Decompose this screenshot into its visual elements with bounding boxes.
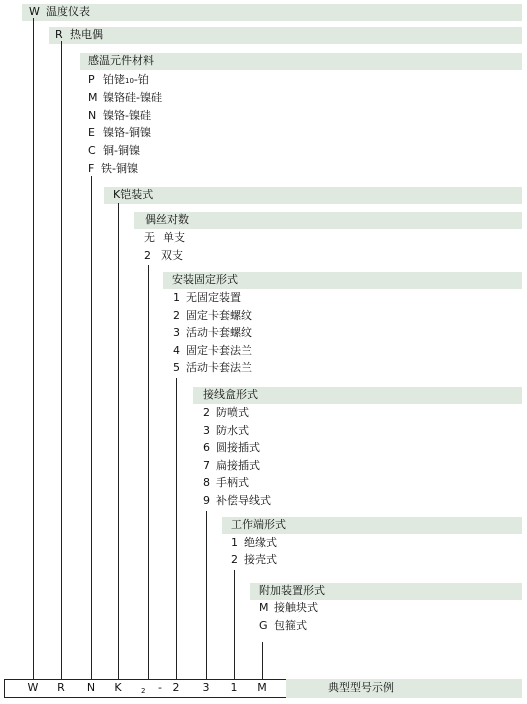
level-band-instrument <box>22 4 522 21</box>
mount-label-3: 活动卡套螺纹 <box>186 326 252 339</box>
example-code-working-end: 1 <box>230 681 238 694</box>
level-title-wire-pairs: 偶丝对数 <box>145 213 189 226</box>
mount-label-4: 固定卡套法兰 <box>186 344 252 357</box>
mount-label-2: 固定卡套螺纹 <box>186 309 252 322</box>
example-code-dash: - <box>158 681 162 694</box>
box-code-9: 9 <box>203 494 210 507</box>
accessory-label-m: 接触块式 <box>274 601 318 614</box>
box-label-8: 手柄式 <box>216 476 249 489</box>
box-code-8: 8 <box>203 476 210 489</box>
connector-wire-pairs <box>148 265 149 679</box>
wire-code-double: 2 <box>144 249 151 262</box>
level-title-thermocouple: 热电偶 <box>70 28 103 41</box>
level-code-w: W <box>29 5 40 18</box>
material-label-p-sub: 10 <box>125 77 134 85</box>
mount-code-1: 1 <box>173 291 180 304</box>
material-code-c: C <box>88 144 96 157</box>
example-code-w: W <box>27 681 39 694</box>
level-band-armored <box>104 187 522 204</box>
example-code-mounting: 2 <box>172 681 180 694</box>
example-row-left-border <box>4 679 5 698</box>
box-label-9: 补偿导线式 <box>216 494 271 507</box>
box-label-3: 防水式 <box>216 424 249 437</box>
box-code-6: 6 <box>203 441 210 454</box>
example-code-junction-box: 3 <box>202 681 210 694</box>
level-band-wire-pairs <box>134 212 522 229</box>
wire-label-double: 双支 <box>161 249 183 262</box>
accessory-code-m: M <box>259 601 269 614</box>
material-label-f: 铁-铜镍 <box>101 162 138 175</box>
end-code-2: 2 <box>231 553 238 566</box>
box-code-2: 2 <box>203 406 210 419</box>
material-code-e: E <box>88 126 95 139</box>
level-title-material: 感温元件材料 <box>88 54 154 67</box>
material-label-m: 镍铬硅-镍硅 <box>103 91 162 104</box>
material-code-f: F <box>88 162 95 175</box>
example-code-k: K <box>114 681 122 694</box>
connector-r <box>61 41 62 679</box>
level-code-r: R <box>55 28 63 41</box>
end-label-2: 接壳式 <box>244 553 277 566</box>
example-code-n: N <box>86 681 96 694</box>
material-label-p <box>103 73 149 88</box>
wire-label-single: 单支 <box>163 231 185 244</box>
example-label: 典型型号示例 <box>328 681 394 694</box>
box-label-2: 防喷式 <box>216 406 249 419</box>
example-label-band <box>286 679 522 698</box>
material-label-e: 镍铬-铜镍 <box>103 126 151 139</box>
accessory-code-g: G <box>259 619 268 632</box>
box-label-6: 圆接插式 <box>216 441 260 454</box>
connector-armored <box>118 203 119 679</box>
mount-label-5: 活动卡套法兰 <box>186 361 252 374</box>
mount-code-5: 5 <box>173 361 180 374</box>
example-code-r: R <box>57 681 65 694</box>
connector-junction-box <box>206 511 207 679</box>
connector-working-end <box>234 570 235 679</box>
level-title-instrument: 温度仪表 <box>46 5 90 18</box>
material-label-n: 镍铬-镍硅 <box>103 109 151 122</box>
material-code-n: N <box>88 109 97 122</box>
level-title-accessory: 附加装置形式 <box>259 584 325 597</box>
example-code-accessory: M <box>257 681 267 694</box>
box-label-7: 扁接插式 <box>216 459 260 472</box>
end-label-1: 绝缘式 <box>244 536 277 549</box>
end-code-1: 1 <box>231 536 238 549</box>
box-code-3: 3 <box>203 424 210 437</box>
material-label-p-prefix: 铂铑 <box>103 73 125 86</box>
material-label-p-suffix: -铂 <box>133 73 149 86</box>
level-title-junction-box: 接线盒形式 <box>203 388 258 401</box>
level-title-mounting: 安装固定形式 <box>172 273 238 286</box>
accessory-label-g: 包箍式 <box>274 619 307 632</box>
mount-label-1: 无固定装置 <box>186 291 241 304</box>
example-code-subscript: 2 <box>141 687 146 695</box>
connector-mounting <box>176 378 177 679</box>
connector-material <box>91 176 92 679</box>
level-title-working-end: 工作端形式 <box>231 518 286 531</box>
material-label-c: 铜-铜镍 <box>103 144 140 157</box>
level-title-armored: K铠装式 <box>113 188 154 201</box>
connector-accessory <box>262 642 263 679</box>
wire-code-single: 无 <box>144 231 155 244</box>
connector-w <box>33 18 34 679</box>
mount-code-2: 2 <box>173 309 180 322</box>
mount-code-3: 3 <box>173 326 180 339</box>
box-code-7: 7 <box>203 459 210 472</box>
material-code-m: M <box>88 91 98 104</box>
level-band-thermocouple <box>49 27 522 44</box>
material-code-p: P <box>88 73 95 86</box>
example-row-top-border <box>4 679 286 680</box>
mount-code-4: 4 <box>173 344 180 357</box>
